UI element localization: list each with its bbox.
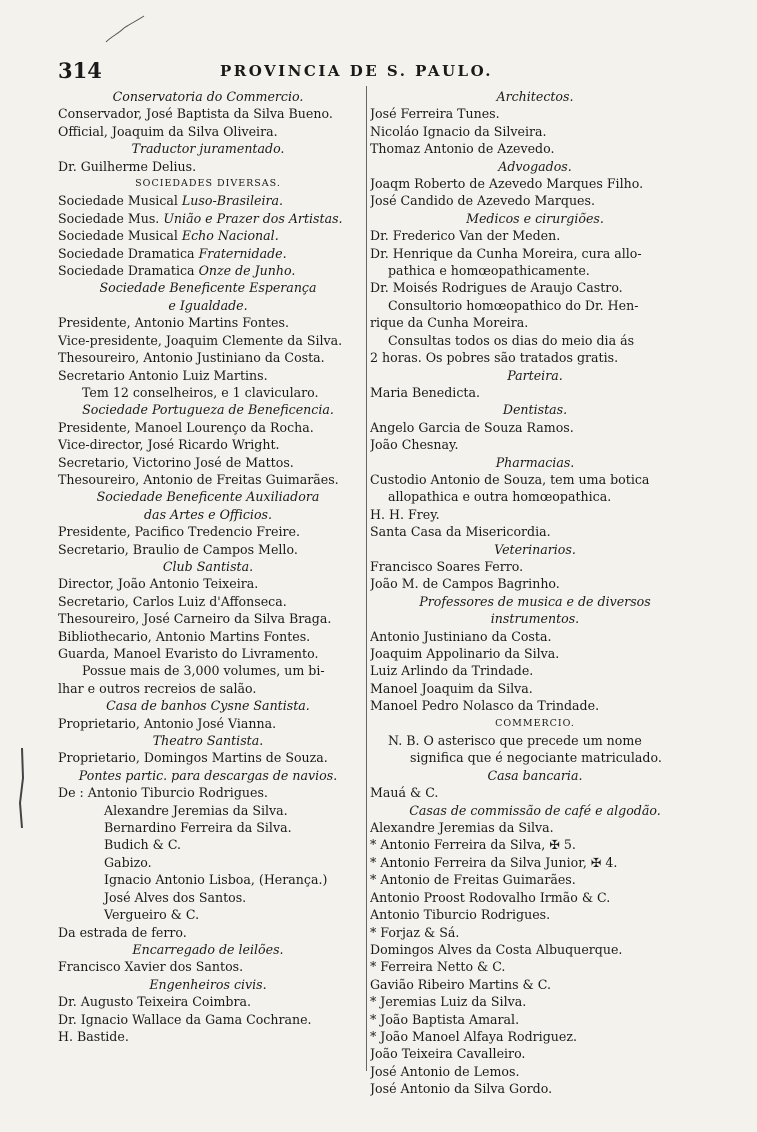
page-number: 314 xyxy=(58,58,102,83)
list-item: * João Baptista Amaral. xyxy=(370,1011,520,1027)
entry: Vice-presidente, Joaquim Clemente da Silva. xyxy=(58,332,343,348)
section-heading: Sociedade Beneficente Esperança xyxy=(99,280,317,296)
list-item: João M. de Campos Bagrinho. xyxy=(370,576,560,592)
page-header xyxy=(0,58,757,84)
entry: Francisco Xavier dos Santos. xyxy=(58,959,244,975)
list-item: Bernardino Ferreira da Silva. xyxy=(104,820,292,836)
section-heading: Conservatoria do Commercio. xyxy=(112,89,304,104)
list-item: * Ferreira Netto & C. xyxy=(370,959,506,975)
entry: N. B. O asterisco que precede um nome xyxy=(388,733,642,749)
entry: Santa Casa da Misericordia. xyxy=(370,524,551,540)
section-heading: Engenheiros civis. xyxy=(149,976,267,992)
entry: Sociedade Mus. União e Prazer dos Artistas. xyxy=(58,210,343,226)
entry: Guarda, Manoel Evaristo do Livramento. xyxy=(58,646,319,661)
entry: pathica e homœopathicamente. xyxy=(388,263,590,279)
list-item: * João Manoel Alfaya Rodriguez. xyxy=(370,1028,577,1044)
page-title: PROVINCIA DE S. PAULO. xyxy=(220,62,493,80)
entry: Director, João Antonio Teixeira. xyxy=(58,576,259,592)
list-item: * Antonio Ferreira da Silva, ✠ 5. xyxy=(370,837,576,853)
entry: Proprietario, Domingos Martins de Souza. xyxy=(58,750,328,766)
list-item: Dr. Augusto Teixeira Coimbra. xyxy=(58,994,252,1010)
entry: Custodio Antonio de Souza, tem uma botica xyxy=(370,471,650,487)
entry: Tem 12 conselheiros, e 1 clavicularo. xyxy=(82,384,319,400)
list-item: João Teixeira Cavalleiro. xyxy=(370,1046,526,1062)
entry: Sociedade Musical Luso-Brasileira. xyxy=(58,193,284,209)
list-item: * Antonio de Freitas Guimarães. xyxy=(370,872,576,888)
list-item: Domingos Alves da Costa Albuquerque. xyxy=(370,941,623,957)
entry: Possue mais de 3,000 volumes, um bi- xyxy=(82,663,325,679)
list-item: Angelo Garcia de Souza Ramos. xyxy=(370,419,574,435)
section-heading: Encarregado de leilões. xyxy=(132,941,284,957)
entry: Presidente, Pacifico Tredencio Freire. xyxy=(58,524,300,540)
list-item: José Antonio de Lemos. xyxy=(370,1063,520,1079)
entry: Dr. Moisés Rodrigues de Araujo Castro. xyxy=(370,280,623,296)
entry: Mauá & C. xyxy=(370,785,439,801)
entry: Sociedade Dramatica Onze de Junho. xyxy=(58,263,296,279)
entry: Presidente, Antonio Martins Fontes. xyxy=(58,315,289,331)
section-heading: das Artes e Officios. xyxy=(144,506,272,522)
entry: Sociedade Musical Echo Nacional. xyxy=(58,228,279,244)
list-item: José Ferreira Tunes. xyxy=(370,106,500,122)
list-item: Antonio Proost Rodovalho Irmão & C. xyxy=(370,889,611,905)
column-divider xyxy=(366,86,367,1071)
list-item: Vergueiro & C. xyxy=(104,907,200,923)
section-heading: COMMERCIO. xyxy=(495,717,575,729)
right-column xyxy=(370,88,700,1098)
list-item: José Alves dos Santos. xyxy=(104,889,247,905)
entry: Dr. Guilherme Delius. xyxy=(58,158,197,174)
entry: Consultas todos os dias do meio dia ás xyxy=(388,332,635,348)
section-heading: Veterinarios. xyxy=(494,541,576,557)
pencil-mark-icon xyxy=(104,14,146,46)
section-heading: Casa de banhos Cysne Santista. xyxy=(106,698,310,714)
entry: Bibliothecario, Antonio Martins Fontes. xyxy=(58,628,311,644)
list-item: Alexandre Jeremias da Silva. xyxy=(104,802,288,818)
entry: H. H. Frey. xyxy=(370,506,440,522)
entry: allopathica e outra homœopathica. xyxy=(388,489,612,505)
section-heading: Traductor juramentado. xyxy=(131,141,285,157)
left-column xyxy=(58,88,358,1045)
list-item: Luiz Arlindo da Trindade. xyxy=(370,663,534,679)
entry: Proprietario, Antonio José Vianna. xyxy=(58,715,277,731)
entry: Sociedade Dramatica Fraternidade. xyxy=(58,245,287,261)
section-heading: Casa bancaria. xyxy=(487,767,583,783)
margin-smudge-icon xyxy=(16,748,26,828)
list-item: José Antonio da Silva Gordo. xyxy=(370,1081,553,1097)
section-heading: Theatro Santista. xyxy=(152,733,264,749)
list-item: Budich & C. xyxy=(104,837,182,853)
list-item: Joaqm Roberto de Azevedo Marques Filho. xyxy=(370,176,644,192)
entry: Da estrada de ferro. xyxy=(58,924,187,940)
entry: Thesoureiro, Antonio Justiniano da Costa. xyxy=(58,350,325,366)
entry: Dr. Henrique da Cunha Moreira, cura allo- xyxy=(370,245,642,261)
section-heading: SOCIEDADES DIVERSAS. xyxy=(135,178,281,190)
entry: Secretario, Carlos Luiz d'Affonseca. xyxy=(58,593,287,609)
list-item: Manoel Joaquim da Silva. xyxy=(370,680,533,696)
list-item: Antonio Tiburcio Rodrigues. xyxy=(370,907,551,923)
section-heading: e Igualdade. xyxy=(168,297,248,313)
entry: Thesoureiro, Antonio de Freitas Guimarães. xyxy=(58,471,339,487)
section-heading: Pontes partic. para descargas de navios. xyxy=(78,767,338,783)
entry: lhar e outros recreios de salão. xyxy=(58,680,257,696)
entry: Conservador, José Baptista da Silva Bueno. xyxy=(58,106,333,122)
section-heading: Architectos. xyxy=(496,89,574,104)
section-heading: Professores de musica e de diversos xyxy=(419,593,651,609)
entry: 2 horas. Os pobres são tratados gratis. xyxy=(370,350,619,366)
entry: rique da Cunha Moreira. xyxy=(370,315,529,331)
entry: Official, Joaquim da Silva Oliveira. xyxy=(58,123,278,139)
list-item: Gavião Ribeiro Martins & C. xyxy=(370,976,551,992)
section-heading: Club Santista. xyxy=(162,558,254,574)
entry: Secretario Antonio Luiz Martins. xyxy=(58,367,268,383)
entry: Presidente, Manoel Lourenço da Rocha. xyxy=(58,419,314,435)
entry: De : Antonio Tiburcio Rodrigues. xyxy=(58,785,268,801)
entry: Dr. Frederico Van der Meden. xyxy=(370,228,561,244)
list-item: * Antonio Ferreira da Silva Junior, ✠ 4. xyxy=(370,854,618,870)
list-item: * Jeremias Luiz da Silva. xyxy=(370,994,527,1010)
section-heading: Casas de commissão de café e algodão. xyxy=(409,802,661,818)
list-item: Manoel Pedro Nolasco da Trindade. xyxy=(370,698,600,714)
list-item: Joaquim Appolinario da Silva. xyxy=(370,646,560,661)
list-item: H. Bastide. xyxy=(58,1028,129,1044)
section-heading: Advogados. xyxy=(498,158,572,174)
list-item: José Candido de Azevedo Marques. xyxy=(370,193,595,209)
entry: Secretario, Braulio de Campos Mello. xyxy=(58,541,298,557)
entry: significa que é negociante matriculado. xyxy=(410,750,662,766)
entry: Secretario, Victorino José de Mattos. xyxy=(58,454,294,470)
section-heading: Pharmacias. xyxy=(495,454,575,470)
section-heading: Sociedade Portugueza de Beneficencia. xyxy=(82,402,334,418)
entry: Vice-director, José Ricardo Wright. xyxy=(58,437,280,453)
list-item: João Chesnay. xyxy=(370,437,459,453)
list-item: Thomaz Antonio de Azevedo. xyxy=(370,141,555,157)
entry: Maria Benedicta. xyxy=(370,384,480,400)
section-heading: instrumentos. xyxy=(490,611,580,627)
section-heading: Parteira. xyxy=(507,367,563,383)
list-item: Antonio Justiniano da Costa. xyxy=(370,628,552,644)
entry: Consultorio homœopathico do Dr. Hen- xyxy=(388,297,639,313)
list-item: Dr. Ignacio Wallace da Gama Cochrane. xyxy=(58,1011,312,1027)
list-item: Alexandre Jeremias da Silva. xyxy=(370,820,554,836)
list-item: * Forjaz & Sá. xyxy=(370,924,460,940)
section-heading: Dentistas. xyxy=(502,402,568,418)
entry: Thesoureiro, José Carneiro da Silva Braga. xyxy=(58,611,332,627)
list-item: Ignacio Antonio Lisboa, (Herança.) xyxy=(104,872,328,888)
list-item: Francisco Soares Ferro. xyxy=(370,558,524,574)
list-item: Nicoláo Ignacio da Silveira. xyxy=(370,123,547,139)
section-heading: Medicos e cirurgiões. xyxy=(466,210,604,226)
section-heading: Sociedade Beneficente Auxiliadora xyxy=(96,489,320,505)
list-item: Gabizo. xyxy=(104,854,152,870)
